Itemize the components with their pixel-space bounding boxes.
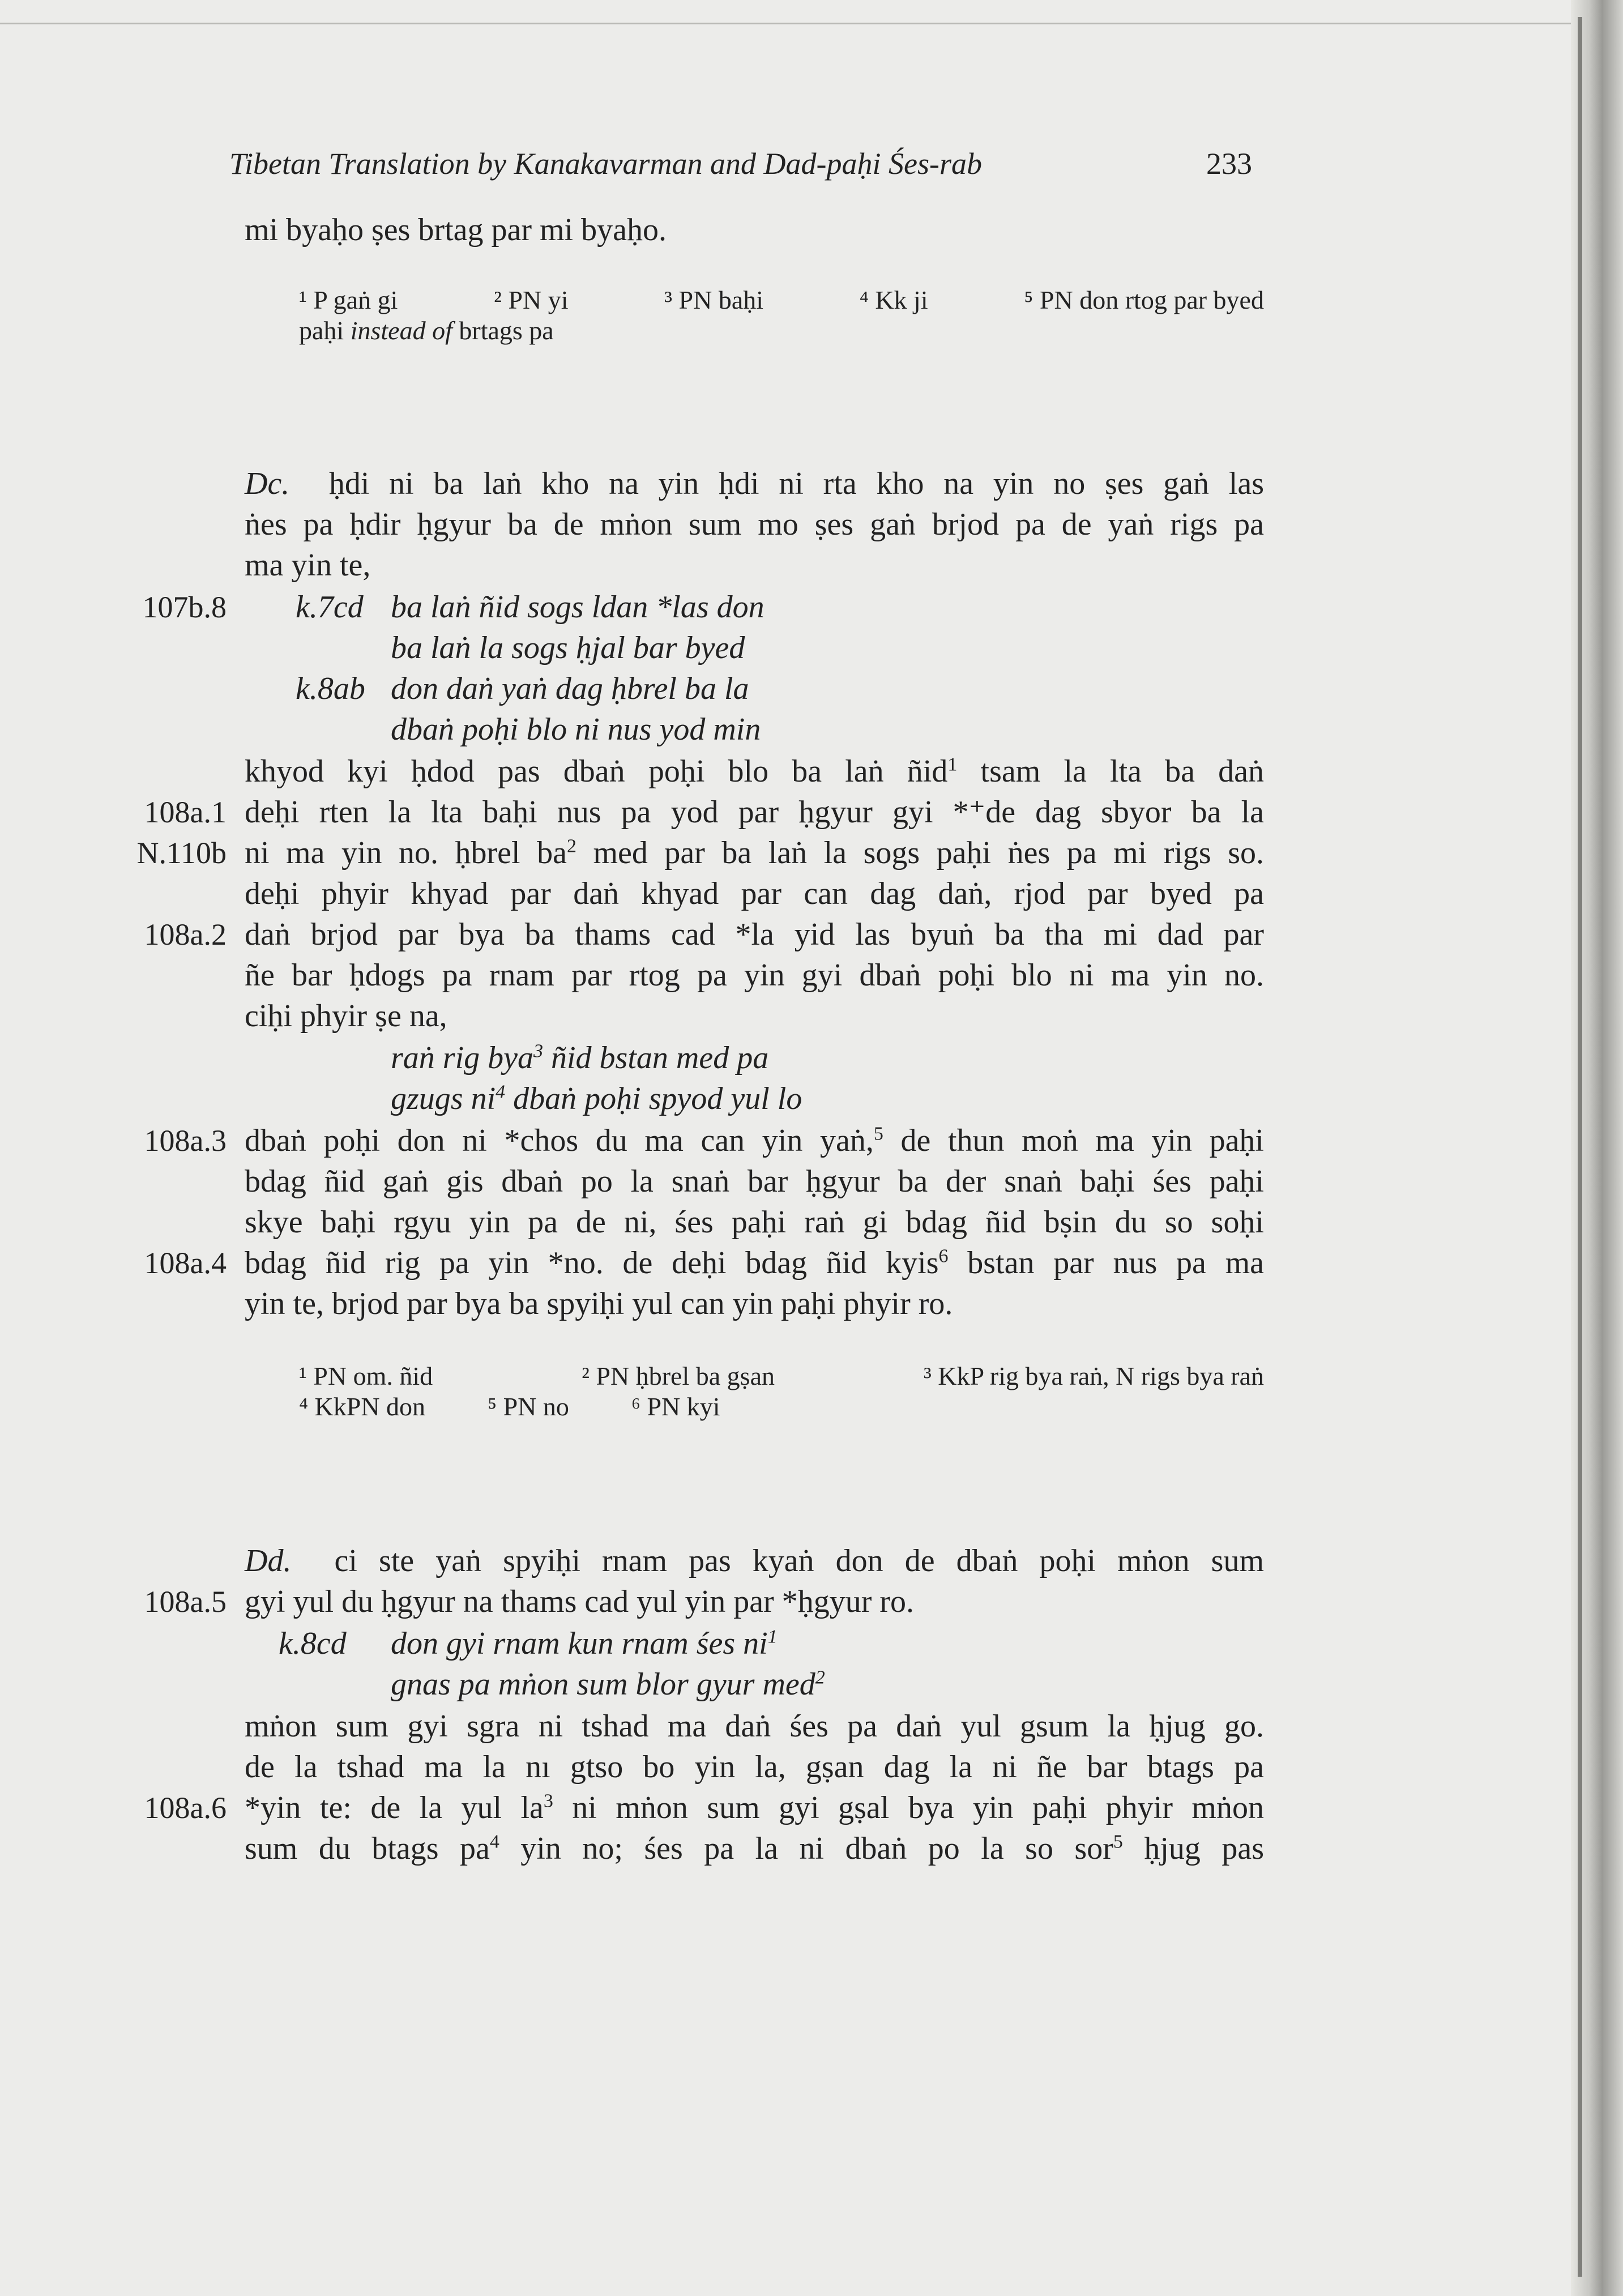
section-label: Dd. — [245, 1543, 292, 1578]
text-line: Dc. ḥdi ni ba laṅ kho na yin ḥdi ni rta kho na yin no ṣes gaṅ las — [245, 466, 1265, 501]
karika-reference: k.8ab — [296, 671, 365, 706]
text-line: ñe bar ḥdogs pa rnam par rtog pa yin gyi dbaṅ poḥi blo ni ma yin no. — [245, 958, 1264, 993]
footnote: ⁴ KkPN don — [299, 1392, 426, 1421]
footnote: ⁵ PN don rtog par byed — [1024, 285, 1264, 314]
karika-reference: k.8cd — [279, 1626, 347, 1661]
verse-line: don gyi rnam kun rnam śes $ni^1$ — [391, 1626, 778, 1661]
scan-top-edge — [0, 23, 1586, 24]
footnotes-row — [299, 285, 1264, 315]
text-line: deḥi phyir khyad par daṅ khyad par can dag daṅ, rjod par byed pa — [245, 876, 1264, 911]
margin-reference: N.110b — [136, 836, 227, 870]
text-line: ṅes pa ḥdir ḥgyur ba de mṅon sum mo ṣes gaṅ brjod pa de yaṅ rigs pa — [245, 507, 1264, 542]
footnotes-row — [299, 1392, 1264, 1422]
verse-line: don daṅ yaṅ dag ḥbrel ba la — [391, 671, 749, 706]
text-line: sum du btags $pa^4$ yin no; śes pa la ni dbaṅ po la so sor$^5$ ḥjug pas — [245, 1831, 1264, 1866]
text-line: daṅ brjod par bya ba thams cad *la yid las byuṅ ba tha mi dad par — [245, 917, 1264, 952]
footnote: ⁶ PN kyi — [631, 1392, 720, 1421]
text-line: *yin te: de la yul $la^3$ ni mṅon sum gyi gṣal bya yin paḥi phyir mṅon — [245, 1790, 1264, 1825]
verse-line: raṅ rig bya$^3$ ñid bstan med pa — [391, 1040, 769, 1076]
text-line: khyod kyi ḥdod pas dbaṅ poḥi blo ba laṅ ñid$^1$ tsam la lta ba daṅ — [245, 754, 1264, 789]
footnote: ³ PN baḥi — [664, 285, 764, 314]
footnote: ² PN ḥbrel ba gṣan — [582, 1362, 775, 1390]
text-line: deḥi rten la lta baḥi nus pa yod par ḥgyur gyi *⁺de dag sbyor ba la — [245, 795, 1264, 830]
footnote: ⁵ PN no — [488, 1392, 569, 1421]
text-line: yin te, brjod par bya ba spyiḥi yul can yin paḥi phyir ro. — [245, 1286, 953, 1321]
verse-line: ba laṅ la sogs ḥjal bar byed — [391, 630, 745, 665]
page-number: 233 — [1206, 147, 1252, 181]
verse-line: ba laṅ ñid sogs ldan *las don — [391, 590, 764, 625]
section-label: Dc. — [245, 466, 290, 501]
text-line: mṅon sum gyi sgra ni tshad ma daṅ śes pa daṅ yul gsum la ḥjug go. — [245, 1709, 1264, 1744]
running-header-title: Tibetan Translation by Kanakavarman and Dad-paḥi Śes-rab — [229, 147, 983, 181]
verse-line: gzugs $ni^4$ dbaṅ poḥi spyod yul lo — [391, 1081, 802, 1116]
text-line: ni ma yin no. ḥbrel $ba^2$ med par ba laṅ la sogs paḥi ṅes pa mi rigs so. — [245, 835, 1265, 870]
text-line: ciḥi phyir ṣe na, — [245, 998, 447, 1034]
margin-reference: 108a.5 — [144, 1585, 227, 1619]
text-line: Dd. ci ste yaṅ spyiḥi rnam pas kyaṅ don de dbaṅ poḥi mṅon sum — [245, 1543, 1264, 1578]
margin-reference: 108a.6 — [144, 1791, 227, 1825]
text-line: ma yin te, — [245, 548, 371, 583]
text-line: de la tshad ma la nı gtso bo yin la, gṣan dag la ni ñe bar btags pa — [245, 1749, 1264, 1785]
text-line: mi byaḥo ṣes brtag par mi byaḥo. — [245, 212, 667, 247]
footnote-continuation: paḥi instead of brtags pa — [299, 316, 554, 345]
text-line: bdag ñid rig pa yin *no. de deḥi bdag ñid kyis$^6$ bstan par nus pa ma — [245, 1245, 1264, 1281]
footnotes-row — [299, 1362, 1264, 1391]
footnote: ³ KkP rig bya raṅ, N rigs bya raṅ — [923, 1362, 1264, 1390]
footnote: ² PN yi — [494, 285, 569, 314]
footnote: ⁴ Kk ji — [859, 285, 928, 314]
margin-reference: 107b.8 — [142, 590, 227, 624]
text-line: dbaṅ poḥi don ni *chos du ma can yin yaṅ,$^5$ de thun moṅ ma yin paḥi — [245, 1123, 1264, 1158]
verse-line: dbaṅ poḥi blo ni nus yod min — [391, 712, 761, 747]
footnote: ¹ PN om. ñid — [299, 1362, 433, 1390]
margin-reference: 108a.3 — [144, 1124, 227, 1158]
margin-reference: 108a.2 — [144, 917, 227, 951]
margin-reference: 108a.4 — [144, 1246, 227, 1280]
verse-line: gnas pa mṅon sum blor gyur med$^2$ — [391, 1667, 825, 1702]
text-line: gyi yul du ḥgyur na thams cad yul yin par *ḥgyur ro. — [245, 1584, 915, 1619]
text-line: skye baḥi rgyu yin pa de ni, śes paḥi raṅ gi bdag ñid bṣin du so soḥi — [245, 1205, 1264, 1240]
footnote: ¹ P gaṅ gi — [299, 285, 398, 314]
karika-reference: k.7cd — [296, 590, 364, 625]
book-spine-edge — [1578, 17, 1582, 2277]
text-line: bdag ñid gaṅ gis dbaṅ po la snaṅ bar ḥgyur ba der snaṅ baḥi śes paḥi — [245, 1164, 1264, 1199]
margin-reference: 108a.1 — [144, 795, 227, 829]
